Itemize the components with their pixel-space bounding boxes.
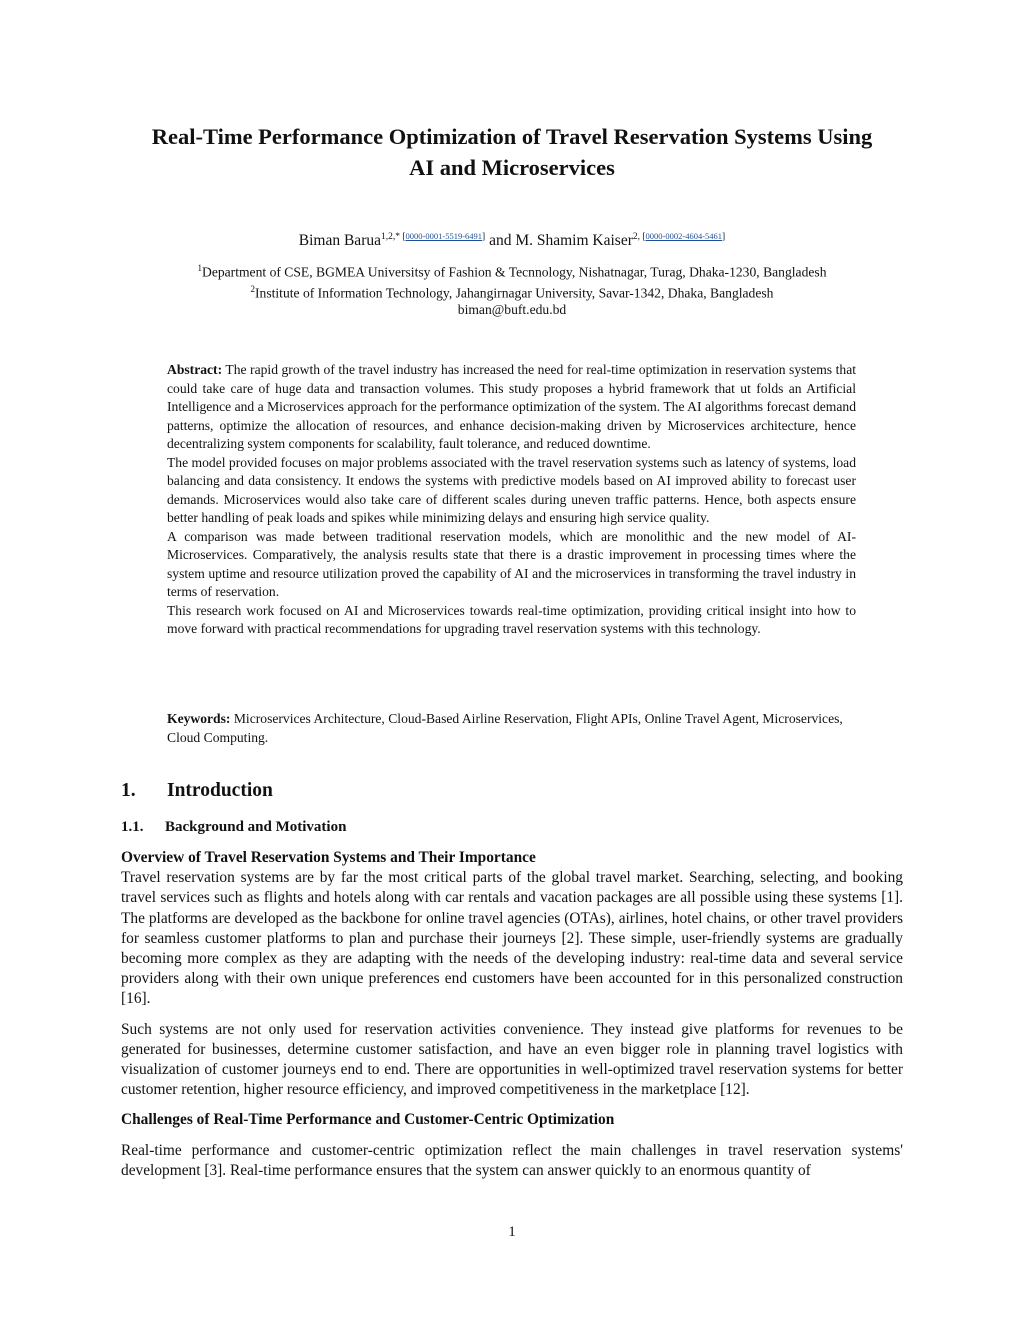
subsection-number: 1.1. [121, 819, 144, 835]
body-paragraph-1: Travel reservation systems are by far the most critical parts of the global travel market. Searching, selecting, and booking travel services such as flights and hotels along with car rentals and vacation packages are all possible using these systems [1]. The platforms are developed as the backbone for online travel agencies (OTAs), airlines, hotel chains, or other travel providers for seamless customer platforms to plan and purchase their journeys [2]. These simple, user-friendly systems are gradually becoming more complex as they are adapting with the needs of the developing industry: real-time data and several service providers along with their own unique preferences end customers have been accounted for in this personalized construction [16]. [121, 869, 903, 1008]
affiliation-2: $^2$Institute of Information Technology, Jahangirnagar University, Savar-1342, Dhaka, Bangladesh [250, 284, 774, 301]
section-number: 1. [121, 780, 136, 801]
abstract-paragraph-3: A comparison was made between traditional reservation models, which are monolithic and the new model of AI-Microservices. Comparatively, the analysis results state that there is a drastic improvement in processing times where the system uptime and resource utilization proved the capability of AI and the microservices in transforming the travel industry in terms of reservation. [167, 528, 856, 599]
section-heading-introduction [121, 779, 273, 803]
body-overview-block [121, 848, 903, 1181]
abstract [167, 361, 856, 639]
author-1-name: Biman Barua [298, 232, 381, 250]
subsection-title: Background and Motivation [165, 819, 347, 835]
body-paragraph-3: Real-time performance and customer-centric optimization reflect the main challenges in travel reservation systems' development [3]. Real-time performance ensures that the system can answer quickly to an enormous quantity of [121, 1141, 903, 1179]
affiliations [100, 260, 924, 319]
section-title: Introduction [167, 780, 273, 801]
author-2-affiliation-marks: 2, [0000-0002-4604-5461] [632, 231, 726, 242]
challenges-heading: Challenges of Real-Time Performance and Customer-Centric Optimization [121, 1111, 615, 1129]
author-line [100, 226, 924, 251]
corresponding-author-star: * [395, 232, 400, 242]
overview-heading: Overview of Travel Reservation Systems and Their Importance [121, 849, 536, 866]
body-paragraph-2: Such systems are not only used for reservation activities convenience. They instead give platforms for revenues to be generated for businesses, determine customer satisfaction, and have an even bigger role in planning travel logistics with visualization of customer journeys end to end. There are opportunities in well-optimized travel reservation systems for better customer retention, higher resource efficiency, and improved competitiveness in the marketplace [12]. [121, 1020, 903, 1099]
keywords-text: Microservices Architecture, Cloud-Based Airline Reservation, Flight APIs, Online Travel Agent, Microservices, Cloud Computing. [167, 711, 843, 745]
abstract-paragraph-1: Abstract: The rapid growth of the travel industry has increased the need for real-time optimization in reservation systems that could take care of huge data and transaction volumes. This study proposes a hybrid framework that ut folds an Artificial Intelligence and a Microservices approach for the performance optimization of the system. The AI algorithms forecast demand patterns, optimize the allocation of resources, and enhance decision-making driven by Microservices architecture, hence decentralizing system components for scalability, fault tolerance, and reduced downtime. [167, 362, 856, 451]
paper-title [100, 121, 924, 183]
abstract-paragraph-2: The model provided focuses on major problems associated with the travel reservation systems such as latency of systems, load balancing and data consistency. It endows the systems with predictive models based on AI improved ability to forecast user demands. Microservices would also take care of different scales during uneven traffic patterns. Hence, both aspects ensure better handling of peak loads and spikes while minimizing delays and ensuring high service quality. [167, 454, 856, 525]
author-1-orcid-link[interactable]: 0000-0001-5519-6491 [405, 231, 483, 241]
affiliation-1: $^1$Department of CSE, BGMEA Universitsy of Fashion & Tecnnology, Nishatnagar, Turag, Dhaka-1230, Bangladesh [197, 263, 827, 280]
keywords-label: Keywords: [167, 711, 231, 726]
paper-title-line-2: AI and Microservices [409, 155, 615, 180]
author-2-name: and M. Shamim Kaiser [489, 232, 633, 250]
subsection-heading-background [121, 818, 346, 837]
contact-email[interactable]: biman@buft.edu.bd [457, 302, 567, 318]
keywords [167, 710, 856, 747]
author-1-affiliation-marks: 1,2,* [0000-0001-5519-6491] [380, 231, 486, 242]
page-number: 1 [508, 1224, 516, 1240]
abstract-paragraph-4: This research work focused on AI and Microservices towards real-time optimization, providing critical insight into how to move forward with practical recommendations for upgrading travel reservation systems with this technology. [167, 602, 856, 636]
author-2-orcid-link[interactable]: 0000-0002-4604-5461 [645, 231, 723, 241]
paper-title-line-1: Real-Time Performance Optimization of Travel Reservation Systems Using [151, 124, 873, 149]
abstract-label: Abstract: [167, 362, 223, 377]
